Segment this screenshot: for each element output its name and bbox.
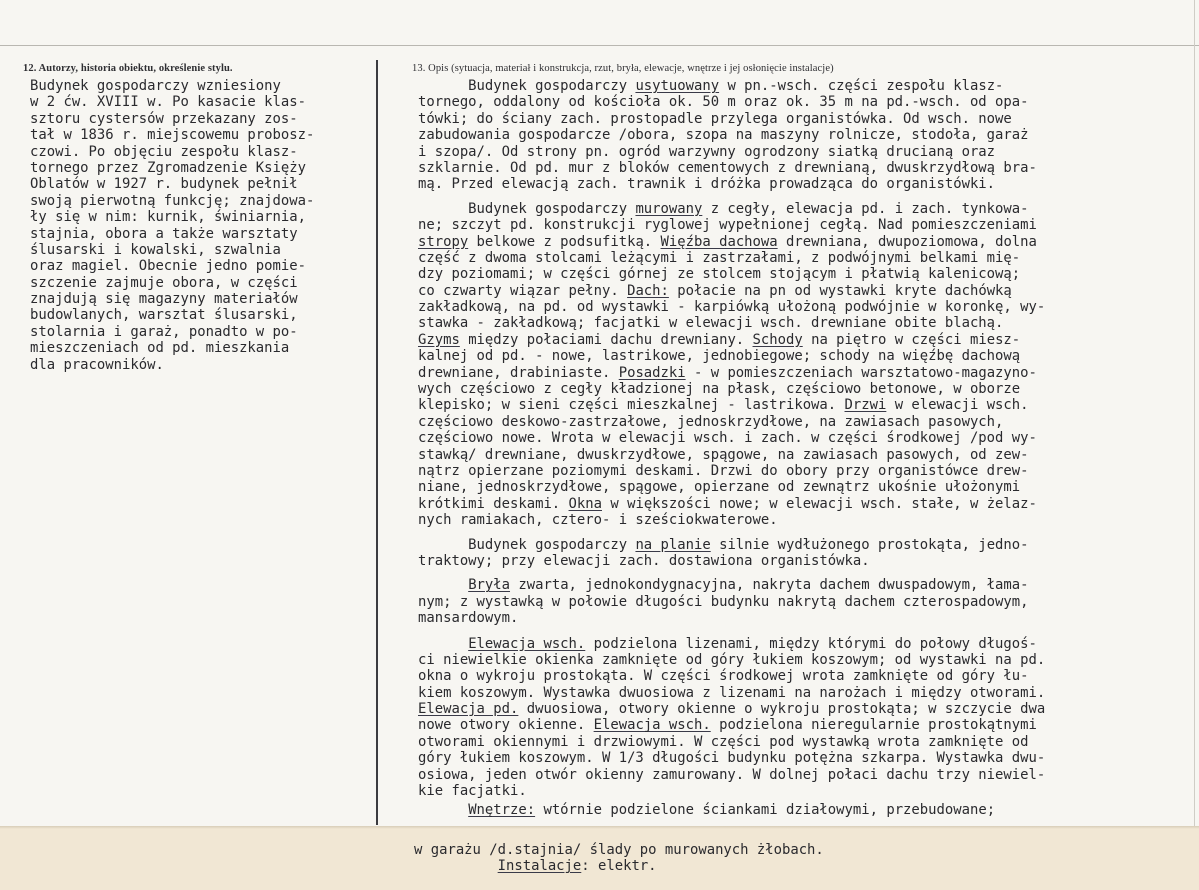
history-line: czowi. Po objęciu zespołu klasz- bbox=[30, 143, 298, 160]
text-run: stawka - zakładkową; facjatki w elewacji wsch. drewniane obite blachą. bbox=[418, 315, 1004, 332]
description-line bbox=[418, 414, 1045, 430]
history-line: tał w 1836 r. miejscowemu probosz- bbox=[30, 127, 315, 144]
column-divider bbox=[376, 60, 378, 825]
underlined-term: Dach: bbox=[627, 282, 669, 299]
description-line bbox=[418, 266, 1045, 282]
text-run: nym; z wystawką w połowie długości budynku nakrytą dachem czterospadowym, bbox=[418, 593, 1029, 610]
history-line: ły się w nim: kurnik, świniarnia, bbox=[30, 209, 306, 226]
history-line: Oblatów w 1927 r. budynek pełnił bbox=[30, 176, 298, 193]
text-run: tówki; do ściany zach. prostopadle przylega organistówka. Od wsch. nowe bbox=[418, 110, 1012, 127]
history-line: swoją pierwotną funkcję; znajdowa- bbox=[30, 192, 315, 209]
paragraph-gap bbox=[418, 529, 1045, 537]
text-run: otworami okiennymi i drzwiowymi. W części pod wystawką wrota zamknięte od bbox=[418, 733, 1029, 750]
description-line bbox=[418, 176, 1045, 192]
section-13-header: 13. Opis (sytuacja, materiał i konstrukcja, rzut, bryła, elewacje, wnętrze i jej osłonięcie instalacje) bbox=[412, 63, 834, 74]
description-line bbox=[418, 610, 1045, 626]
underlined-term: Okna bbox=[568, 495, 602, 512]
section-12-header: 12. Autorzy, historia obiektu, określenie stylu. bbox=[23, 63, 233, 74]
description-line bbox=[418, 160, 1045, 176]
description-line bbox=[418, 767, 1045, 783]
underlined-term: Posadzki bbox=[618, 364, 686, 381]
text-run: i szopa/. Od strony pn. ogród warzywny ogrodzony siatką drucianą oraz bbox=[418, 143, 996, 160]
text-run: tornego, oddalony od kościoła ok. 50 m oraz ok. 35 m na pd.-wsch. od opa- bbox=[418, 94, 1029, 111]
text-run: nątrz opierzane poziomymi deskami. Drzwi do obory przy organistówce drew- bbox=[418, 462, 1029, 479]
text-run: Budynek gospodarczy bbox=[418, 536, 636, 553]
underlined-term: Elewacja wsch. bbox=[593, 717, 711, 734]
history-line: Budynek gospodarczy wzniesiony bbox=[30, 78, 281, 94]
text-run: dzy poziomami; w części górnej ze stolcem stojącym i płatwią kalenicową; bbox=[418, 266, 1021, 283]
text-run: belkowe z podsufitką. bbox=[468, 233, 661, 250]
description-line bbox=[418, 717, 1045, 733]
text-run bbox=[418, 802, 468, 818]
paragraph-gap bbox=[418, 193, 1045, 201]
description-line bbox=[418, 397, 1045, 413]
text-run: w elewacji wsch. bbox=[886, 397, 1029, 414]
description-line bbox=[418, 332, 1045, 348]
text-run: ne; szczyt pd. konstrukcji ryglowej wypełnionej cegłą. Nad pomieszczeniami bbox=[418, 217, 1037, 234]
description-line bbox=[418, 94, 1045, 110]
text-run: między połaciami dachu drewniany. bbox=[459, 331, 753, 348]
description-line bbox=[418, 701, 1045, 717]
description-line bbox=[418, 144, 1045, 160]
text-run bbox=[418, 577, 468, 593]
description-line bbox=[418, 250, 1045, 266]
history-line: tornego przez Zgromadzenie Księży bbox=[30, 159, 306, 176]
description-line bbox=[418, 447, 1045, 463]
description-line bbox=[418, 553, 1045, 569]
slip-shadow bbox=[0, 826, 1199, 829]
continuation-text bbox=[414, 838, 824, 875]
description-line bbox=[418, 127, 1045, 143]
text-run: stawką/ drewniane, dwuskrzydłowe, spągowe, na zawiasach pasowych, od zew- bbox=[418, 446, 1029, 463]
underlined-term: Schody bbox=[752, 331, 803, 348]
underlined-term: Więźba dachowa bbox=[660, 233, 778, 250]
description-line bbox=[418, 381, 1045, 397]
description-line bbox=[418, 594, 1045, 610]
description-line bbox=[418, 348, 1045, 364]
history-line: stolarnia i garaż, ponadto w po- bbox=[30, 323, 298, 340]
history-line: znajdują się magazyny materiałów bbox=[30, 291, 298, 308]
text-run: Budynek gospodarczy bbox=[418, 200, 636, 217]
description-line bbox=[418, 496, 1045, 512]
description-line bbox=[418, 636, 1045, 652]
underlined-term: Drzwi bbox=[844, 397, 887, 414]
description-column bbox=[418, 78, 1045, 819]
description-line bbox=[418, 365, 1045, 381]
history-line: oraz magiel. Obecnie jedno pomie- bbox=[30, 258, 306, 275]
description-line bbox=[418, 750, 1045, 766]
text-run: klepisko; w sieni części mieszkalnej - lastrikowa. bbox=[418, 397, 845, 414]
text-run: kalnej od pd. - nowe, lastrikowe, jednobiegowe; schody na więźbę dachową bbox=[418, 348, 1021, 365]
text-run: częściowo nowe. Wrota w elewacji wsch. i zach. w części środkowej /pod wy- bbox=[418, 430, 1037, 447]
text-run: mą. Przed elewacją zach. trawnik i dróżka prowadząca do organistówki. bbox=[418, 176, 996, 193]
description-line bbox=[418, 201, 1045, 217]
installations-label: Instalacje bbox=[497, 858, 582, 875]
text-run: Budynek gospodarczy bbox=[418, 78, 636, 94]
underlined-term: Gzyms bbox=[418, 331, 460, 348]
text-run: drewniana, dwupoziomowa, dolna bbox=[777, 233, 1037, 250]
underlined-term: Elewacja wsch. bbox=[468, 635, 586, 652]
description-line bbox=[418, 652, 1045, 668]
description-line bbox=[418, 217, 1045, 233]
text-run: kiem koszowym. Wystawka dwuosiowa z lizenami na narożach i między otworami. bbox=[418, 684, 1046, 701]
continuation-line: w garażu /d.stajnia/ ślady po murowanych żłobach. bbox=[414, 842, 824, 858]
history-line: stajnia, obora a także warsztaty bbox=[30, 225, 298, 242]
history-line: szczenie zajmuje obora, w części bbox=[30, 274, 298, 291]
description-line bbox=[418, 537, 1045, 553]
text-run: drewniane, drabiniaste. bbox=[418, 364, 619, 381]
text-run: silnie wydłużonego prostokąta, jedno- bbox=[710, 536, 1029, 553]
description-line bbox=[418, 78, 1045, 94]
text-run: zakładkową, na pd. od wystawki - karpiówką ułożoną podwójnie w koronkę, wy- bbox=[418, 299, 1046, 316]
text-run: w pn.-wsch. części zespołu klasz- bbox=[719, 78, 1004, 94]
text-run: nowe otwory okienne. bbox=[418, 717, 594, 734]
history-line: mieszczeniach od pd. mieszkania bbox=[30, 340, 290, 357]
text-run: zwarta, jednokondygnacyjna, nakryta dachem dwuspadowym, łama- bbox=[510, 577, 1029, 594]
description-line bbox=[418, 283, 1045, 299]
underlined-term: na planie bbox=[635, 536, 711, 553]
text-run: szklarnie. Od pd. mur z bloków cementowych z drewnianą, dwuskrzydłową bra- bbox=[418, 159, 1037, 176]
description-line bbox=[418, 299, 1045, 315]
text-run: kie facjatki. bbox=[418, 783, 527, 800]
text-run: zabudowania gospodarcze /obora, szopa na maszyny rolnicze, stodoła, garaż bbox=[418, 127, 1029, 144]
text-run bbox=[418, 636, 468, 652]
text-run: niane, jednoskrzydłowe, spągowe, opierzane od zewnątrz ukośnie ułożonymi bbox=[418, 479, 1021, 496]
text-run: krótkimi deskami. bbox=[418, 495, 569, 512]
text-run: dwuosiowa, otwory okienne o wykroju prostokąta; w szczycie dwa bbox=[518, 701, 1046, 718]
installations-value: : elektr. bbox=[581, 858, 657, 875]
history-line: dla pracowników. bbox=[30, 356, 164, 373]
paragraph-gap bbox=[418, 627, 1045, 636]
text-run: wtórnie podzielone ściankami działowymi, przebudowane; bbox=[535, 802, 996, 819]
description-line bbox=[418, 430, 1045, 446]
underlined-term: stropy bbox=[418, 233, 469, 250]
history-line: budowlanych, warsztat ślusarski, bbox=[30, 307, 298, 324]
description-line bbox=[418, 234, 1045, 250]
text-run: nych ramiakach, cztero- i sześciokwaterowe. bbox=[418, 512, 778, 529]
text-run: traktowy; przy elewacji zach. dostawiona organistówka. bbox=[418, 552, 870, 569]
description-line bbox=[418, 479, 1045, 495]
text-run: częściowo deskowo-zastrzałowe, jednoskrzydłowe, na zawiasach pasowych, bbox=[418, 413, 1004, 430]
history-line: ślusarski i kowalski, szwalnia bbox=[30, 241, 281, 258]
text-run: podzielona nieregularnie prostokątnymi bbox=[710, 717, 1037, 734]
history-column bbox=[30, 78, 314, 373]
text-run: ci niewielkie okienka zamknięte od góry łukiem koszowym; od wystawki na pd. bbox=[418, 651, 1046, 668]
description-line bbox=[418, 315, 1045, 331]
text-run: osiowa, jeden otwór okienny zamurowany. W dolnej połaci dachu trzy niewiel- bbox=[418, 766, 1046, 783]
text-run: mansardowym. bbox=[418, 610, 519, 627]
text-run: na piętro w części miesz- bbox=[802, 331, 1021, 348]
top-rule bbox=[0, 45, 1199, 46]
text-run: część z dwoma stolcami leżącymi i zastrzałami, z podwójnymi belkami mię- bbox=[418, 249, 1021, 266]
description-line bbox=[418, 512, 1045, 528]
text-run: z cegły, elewacja pd. i zach. tynkowa- bbox=[702, 200, 1029, 217]
description-line bbox=[418, 577, 1045, 593]
history-line: sztoru cystersów przekazany zos- bbox=[30, 110, 298, 127]
text-run: połacie na pn od wystawki kryte dachówką bbox=[668, 282, 1012, 299]
description-line bbox=[418, 783, 1045, 799]
underlined-term: Bryła bbox=[468, 577, 511, 594]
text-run: podzielona lizenami, między którymi do połowy długoś- bbox=[585, 635, 1037, 652]
text-run: co czwarty wiązar pełny. bbox=[418, 282, 628, 299]
description-line bbox=[418, 111, 1045, 127]
description-line bbox=[418, 734, 1045, 750]
underlined-term: Wnętrze: bbox=[468, 802, 536, 819]
text-run: w większości nowe; w elewacji wsch. stałe, w żelaz- bbox=[602, 495, 1037, 512]
paragraph-gap bbox=[418, 569, 1045, 577]
description-line bbox=[418, 685, 1045, 701]
text-run: wych częściowo z cegły kładzionej na płask, częściowo betonowe, w oborze bbox=[418, 381, 1021, 398]
underlined-term: usytuowany bbox=[635, 78, 720, 94]
text-run: okna o wykroju prostokąta. W części środkowej wrota zamknięte od góry łu- bbox=[418, 668, 1029, 685]
underlined-term: murowany bbox=[635, 200, 703, 217]
description-line bbox=[418, 668, 1045, 684]
text-run: góry łukiem koszowym. W 1/3 długości budynku potężna szkarpa. Wystawka dwu- bbox=[418, 750, 1046, 767]
description-line bbox=[418, 463, 1045, 479]
underlined-term: Elewacja pd. bbox=[418, 701, 519, 718]
history-line: w 2 ćw. XVIII w. Po kasacie klas- bbox=[30, 94, 306, 111]
text-run: - w pomieszczeniach warsztatowo-magazyno- bbox=[685, 364, 1037, 381]
description-line bbox=[418, 802, 1045, 818]
page-edge bbox=[1194, 0, 1195, 826]
